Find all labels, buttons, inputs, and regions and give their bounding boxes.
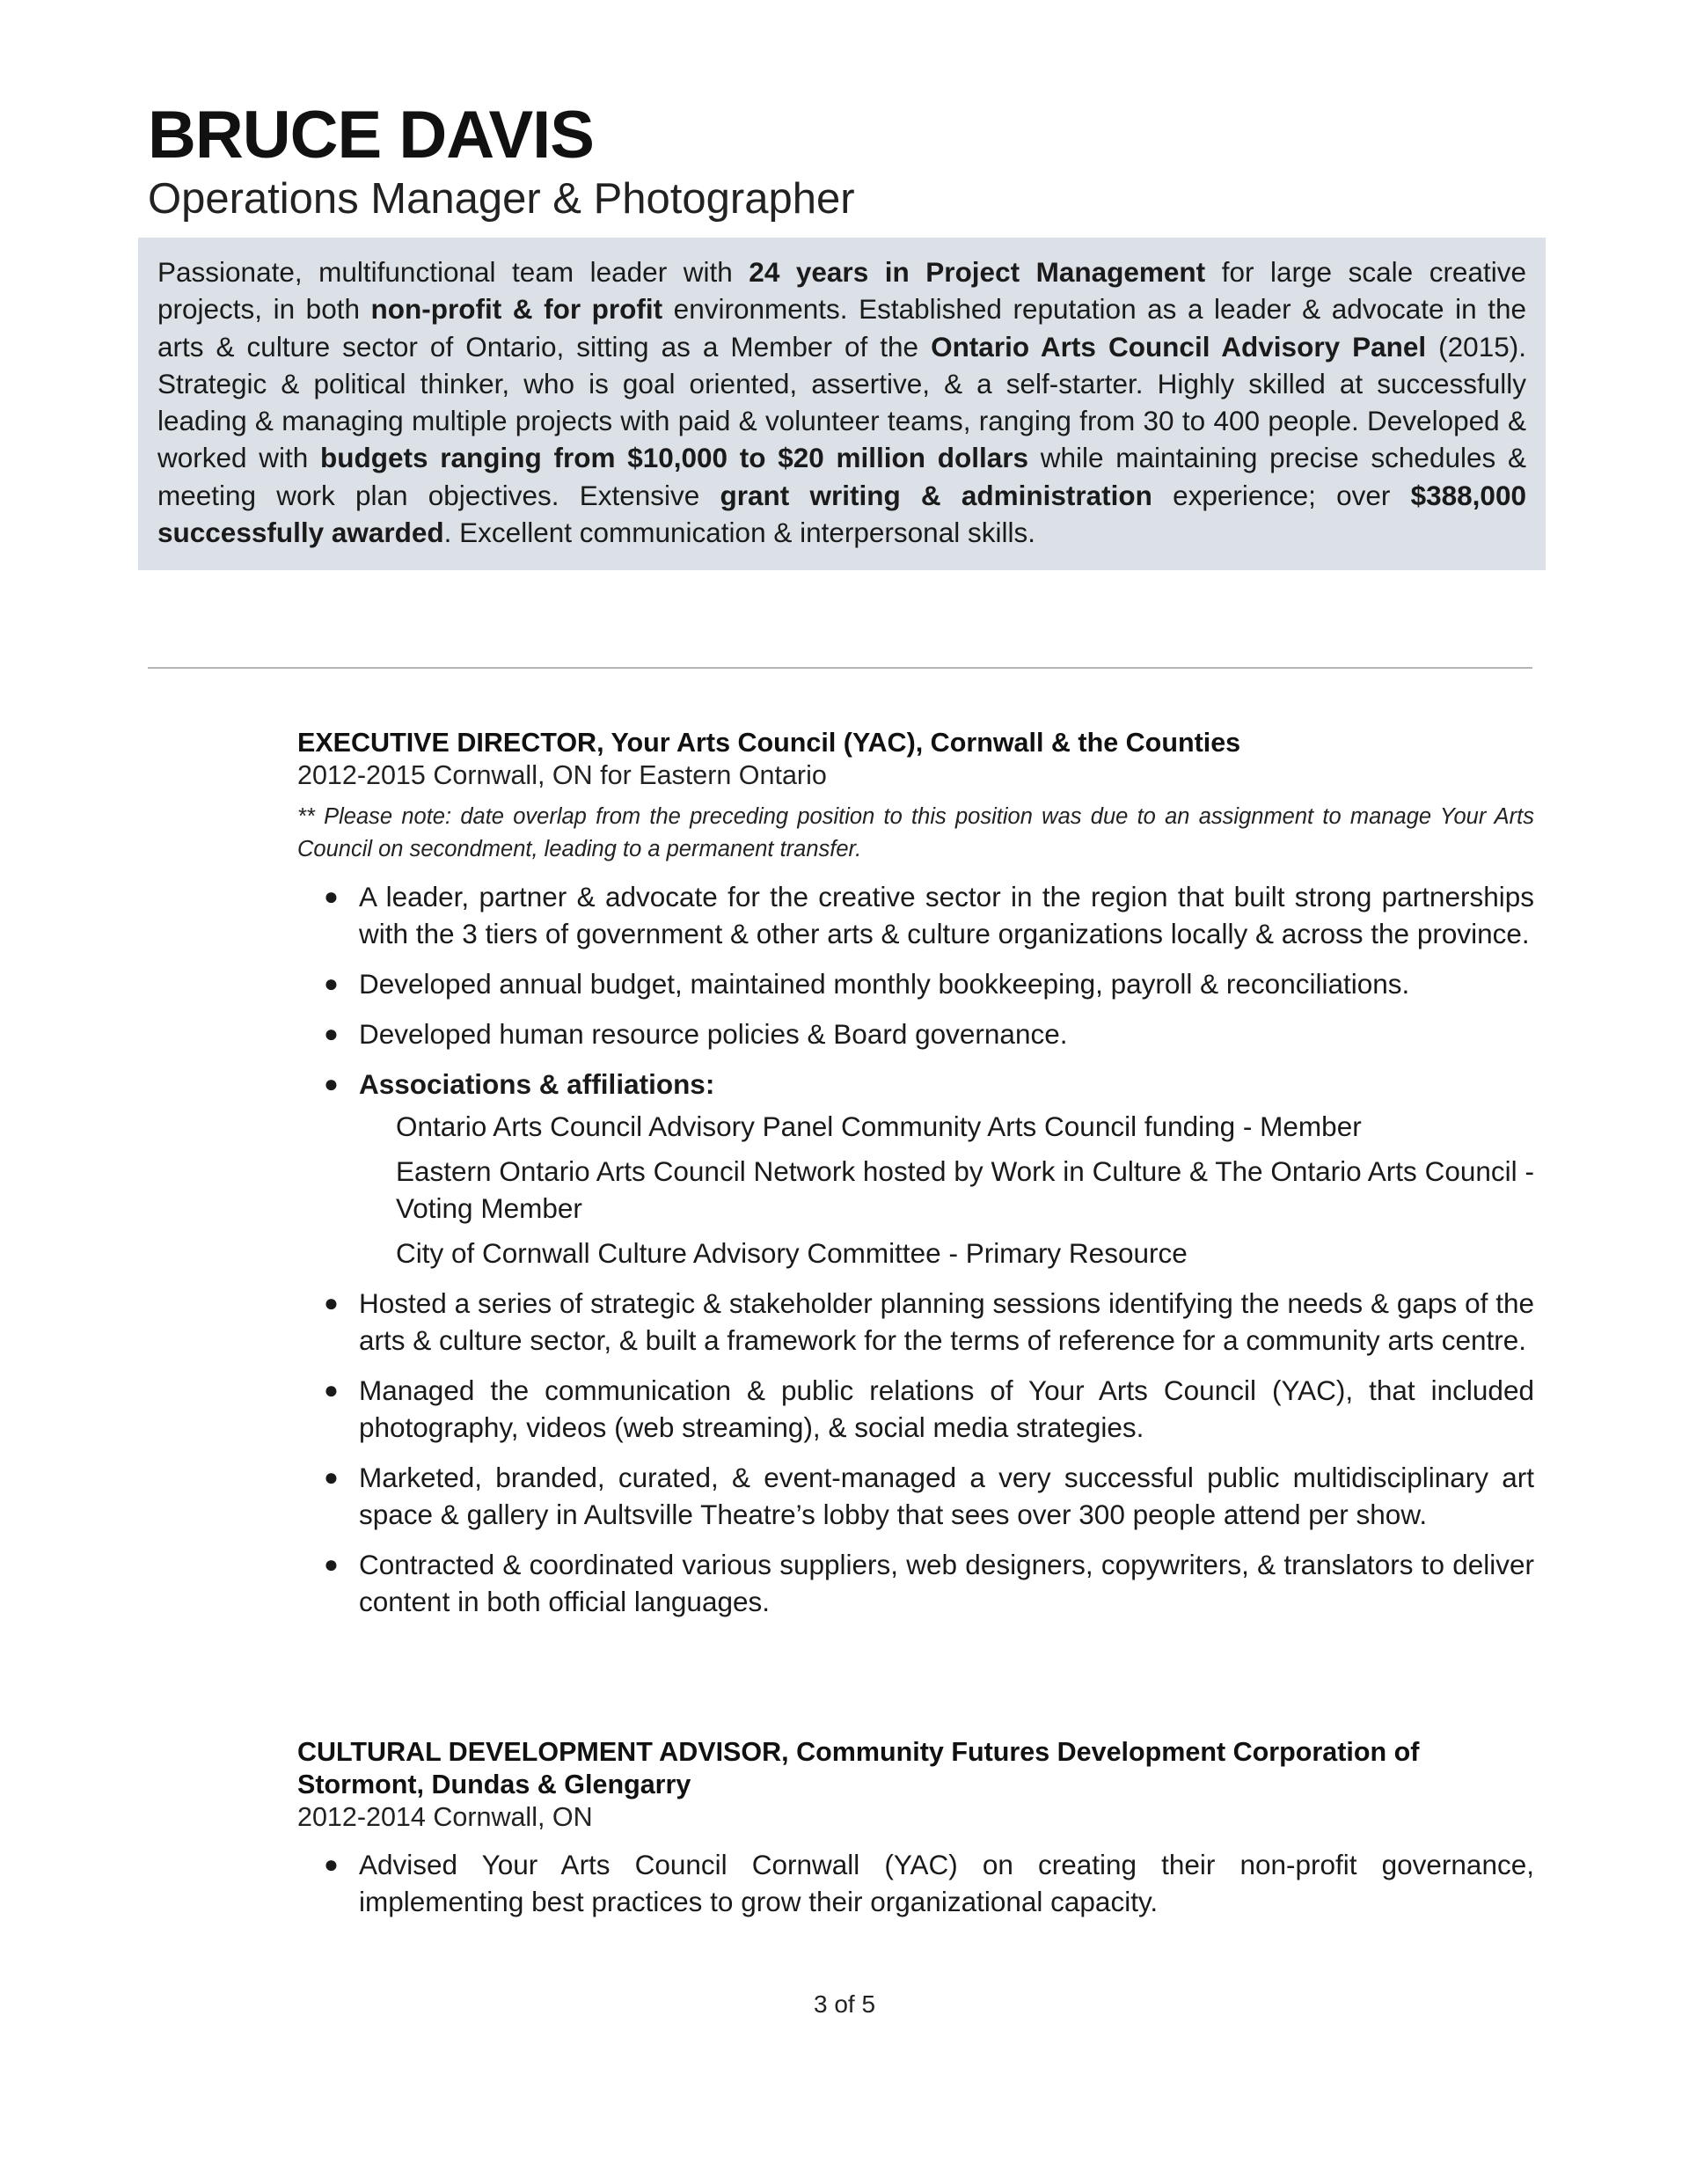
summary-highlight: budgets ranging from $10,000 to $20 million dollars [320,442,1029,474]
job-bullets [297,878,1534,1620]
summary-text: . Excellent communication & interpersonal skills. [443,517,1035,549]
section-divider [148,667,1532,669]
bullet-icon: ● [324,970,339,997]
list-item: ● A leader, partner & advocate for the creative sector in the region that built strong partnerships with the 3 tiers of government & other arts & culture organizations locally & across the province. [297,878,1534,952]
summary-text: experience; over [1152,479,1411,511]
job-bullets [297,1846,1534,1920]
bullet-icon: ● [324,1289,339,1316]
affiliation-item: Ontario Arts Council Advisory Panel Community Arts Council funding - Member [396,1110,1362,1142]
bullet-icon: ● [324,1376,339,1403]
list-item: ● Advised Your Arts Council Cornwall (YAC) on creating their non-profit governance, implementing best practices to grow their organizational capacity. [297,1846,1534,1920]
list-item: ● Marketed, branded, curated, & event-managed a very successful public multidisciplinary art space & gallery in Aultsville Theatre’s lobby that sees over 300 people attend per show. [297,1459,1534,1533]
list-item: ● Managed the communication & public relations of Your Arts Council (YAC), that included photography, videos (web streaming), & social media strategies. [297,1372,1534,1446]
page-number: 3 of 5 [813,1990,876,2018]
summary-text: environments. Established reputation as a leader & advocate in the arts & culture sector of Ontario, sitting as a Member of the [157,293,1526,363]
list-item: ● Contracted & coordinated various suppliers, web designers, copywriters, & translators to deliver content in both official languages. [297,1546,1534,1620]
job-dates-location: 2012-2014 Cornwall, ON [297,1802,593,1832]
bullet-icon: ● [324,1020,339,1047]
summary-text: (2015). Strategic & political thinker, who is goal oriented, assertive, & a self-starter. Highly skilled at successfully leading & managing multiple projects with paid & volunteer teams, ranging from 30 to 400 people. Developed & worked with [157,330,1526,474]
summary-text: for large scale creative projects, in both [157,256,1526,326]
summary-text: Passionate, multifunctional team leader with [157,256,749,288]
summary-box [138,238,1546,570]
list-item-affiliations [297,1066,1534,1272]
bullet-icon: ● [324,1070,339,1097]
job-note: ** Please note: date overlap from the preceding position to this position was due to an assignment to manage Your Arts Council on secondment, leading to a permanent transfer. [297,804,1534,861]
summary-highlight: $388,000 successfully awarded [157,479,1526,549]
bullet-icon: ● [324,1851,339,1878]
summary-highlight: 24 years in Project Management [749,256,1206,288]
job-title: CULTURAL DEVELOPMENT ADVISOR, Community Futures Development Corporation of Stormont, Dundas & Glengarry [297,1737,1420,1799]
list-item: ● Developed annual budget, maintained monthly bookkeeping, payroll & reconciliations. [297,965,1534,1002]
job-title: EXECUTIVE DIRECTOR, Your Arts Council (YAC), Cornwall & the Counties [297,728,1241,758]
summary-highlight: Ontario Arts Council Advisory Panel [931,330,1427,363]
summary-highlight: non-profit & for profit [370,293,663,326]
list-item: ● Hosted a series of strategic & stakeholder planning sessions identifying the needs & gaps of the arts & culture sector, & built a framework for the terms of reference for a community arts centre. [297,1285,1534,1359]
summary-text: while maintaining precise schedules & meeting work plan objectives. Extensive [157,442,1526,511]
job-dates-location: 2012-2015 Cornwall, ON for Eastern Ontario [297,760,827,790]
affiliation-item: City of Cornwall Culture Advisory Committee - Primary Resource [396,1237,1188,1269]
candidate-name: BRUCE DAVIS [148,98,594,172]
candidate-title: Operations Manager & Photographer [148,175,855,223]
affiliation-item: Eastern Ontario Arts Council Network hosted by Work in Culture & The Ontario Arts Council - Voting Member [396,1155,1534,1224]
job-executive-director [297,727,1534,1620]
bullet-icon: ● [324,1550,339,1578]
job-cultural-development-advisor [297,1736,1534,1920]
summary-highlight: grant writing & administration [720,479,1152,511]
affiliations-label: Associations & affiliations: [359,1068,715,1100]
list-item: ● Developed human resource policies & Board governance. [297,1015,1534,1052]
bullet-icon: ● [324,1463,339,1491]
bullet-icon: ● [324,883,339,910]
